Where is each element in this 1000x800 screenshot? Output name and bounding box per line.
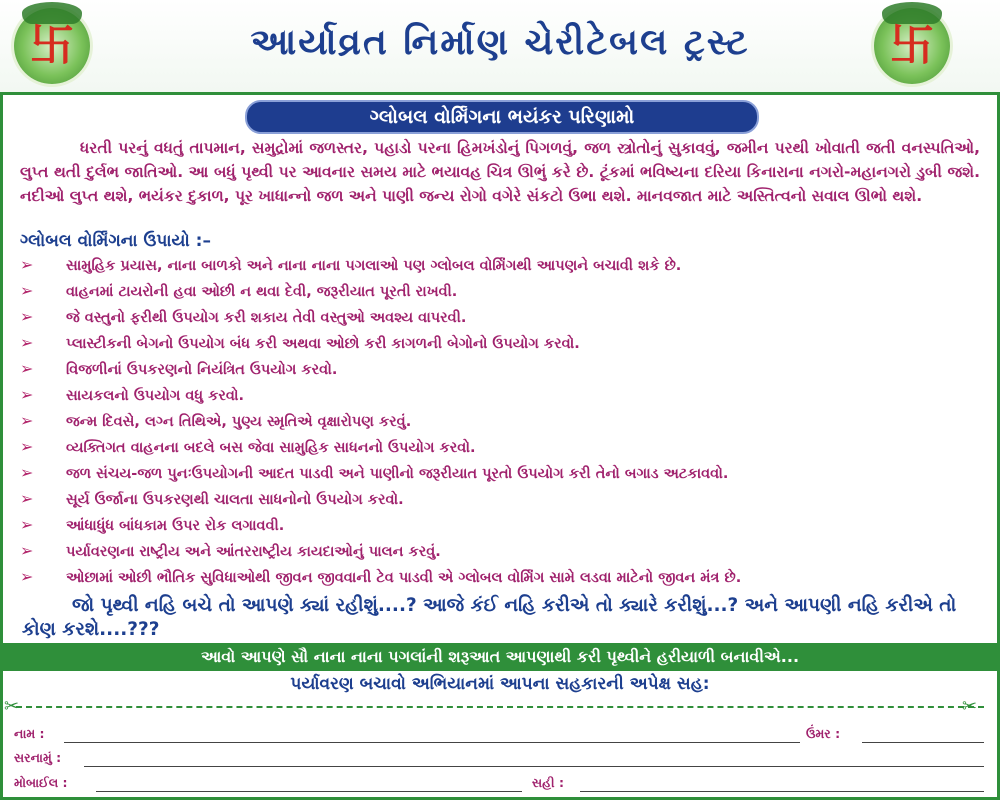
arrow-bullet-icon: ➢	[20, 489, 34, 508]
list-item: ➢ વિજળીનાં ઉપકરણનો નિયંત્રિત ઉપયોગ કરવો.	[20, 356, 985, 382]
list-item: ➢ સામુહિક પ્રયાસ, નાના બાળકો અને નાના નાના પગલાઓ પણ ગ્લોબલ વોર્મિંગથી આપણને બચાવી શકે છે.	[20, 252, 985, 278]
form-appeal-heading: પર્યાવરણ બચાવો અભિયાનમાં આપના સહકારની અપેક્ષ સહ:	[290, 674, 710, 694]
swastik-icon: 卐	[890, 20, 934, 71]
signature-label: સહી :	[532, 775, 564, 790]
remedies-heading: ગ્લોબલ વોર્મિંગના ઉપાયો :–	[20, 231, 211, 251]
section-banner: ગ્લોબલ વોર્મિંગના ભયંકર પરિણામો	[245, 100, 759, 134]
trust-logo-left	[14, 8, 90, 84]
list-item: ➢ જળ સંચય-જળ પુનઃઉપયોગની આદત પાડવી અને પાણીનો જરૂરીયાત પૂરતો ઉપયોગ કરી તેનો બગાડ અટકાવવો.	[20, 460, 985, 486]
list-item: ➢ જે વસ્તુનો ફરીથી ઉપયોગ કરી શકાય તેવી વસ્તુઓ અવશ્ય વાપરવી.	[20, 304, 985, 330]
arrow-bullet-icon: ➢	[20, 437, 34, 456]
list-item: ➢ વ્યક્તિગત વાહનના બદલે બસ જેવા સામુહિક સાધનનો ઉપયોગ કરવો.	[20, 434, 985, 460]
slogan-bar: આવો આપણે સૌ નાના નાના પગલાંની શરૂઆત આપણાથી કરી પૃથ્વીને હરીયાળી બનાવીએ...	[0, 643, 1000, 671]
list-item: ➢ આંધાધુંધ બાંધકામ ઉપર રોક લગાવવી.	[20, 512, 985, 538]
age-label: ઉંમર :	[806, 726, 841, 741]
arrow-bullet-icon: ➢	[20, 541, 34, 560]
list-item: ➢ વાહનમાં ટાયરોની હવા ઓછી ન થવા દેવી, જરૂરીયાત પૂરતી રાખવી.	[20, 278, 985, 304]
arrow-bullet-icon: ➢	[20, 463, 34, 482]
scissors-icon: ✂	[962, 696, 978, 717]
arrow-bullet-icon: ➢	[20, 385, 34, 404]
address-label: સરનામું :	[14, 750, 62, 765]
list-item: ➢ જન્મ દિવસે, લગ્ન તિથિએ, પુણ્ય સ્મૃતિએ વૃક્ષારોપણ કરવું.	[20, 408, 985, 434]
list-item: ➢ ઓછામાં ઓછી ભૌતિક સુવિધાઓથી જીવન જીવવાની ટેવ પાડવી એ ગ્લોબલ વોર્મિંગ સામે લડવા માટેનો જીવન મંત્ર છે.	[20, 564, 985, 590]
swastik-icon: 卐	[30, 20, 74, 71]
arrow-bullet-icon: ➢	[20, 281, 34, 300]
mobile-field[interactable]	[96, 791, 522, 792]
arrow-bullet-icon: ➢	[20, 307, 34, 326]
address-field[interactable]	[84, 766, 984, 767]
trust-logo-right	[874, 8, 950, 84]
scissors-icon: ✂	[4, 696, 20, 717]
arrow-bullet-icon: ➢	[20, 567, 34, 586]
name-label: નામ :	[14, 726, 45, 741]
list-item: ➢ પ્લાસ્ટીકની બેગનો ઉપયોગ બંધ કરી અથવા ઓછો કરી કાગળની બેગોનો ઉપયોગ કરવો.	[20, 330, 985, 356]
arrow-bullet-icon: ➢	[20, 333, 34, 352]
list-item: ➢ પર્યાવરણના રાષ્ટ્રીય અને આંતરરાષ્ટ્રીય કાયદાઓનું પાલન કરવું.	[20, 538, 985, 564]
trust-title: આર્યાવ્રત નિર્માણ ચેરીટેબલ ટ્રસ્ટ	[250, 22, 750, 63]
intro-paragraph: ધરતી પરનું વધતું તાપમાન, સમુદ્રોમાં જળસ્તર, પહાડો પરના હિમખંડોનું પિગળવું, જળ સ્ત્રોતોનું સુકાવવું, જમીન પરથી ખોવાતી જતી વનસ્પતિઓ, લુપ્ત થતી દુર્લભ જાતિઓ. આ બધું પૃથ્વી પર આવનાર સમય માટે ભયાવહ ચિત્ર ઊભું કરે છે. ટૂંકમાં ભવિષ્યના દરિયા કિનારાના નગરો-મહાનગરો ડુબી જશે. નદીઓ લુપ્ત થશે, ભયંકર દુકાળ, પૂર ખાધાન્નો જળ અને પાણી જન્ય રોગો વગેરે સંકટો ઉભા થશે. માનવજાત માટે અસ્તિત્વનો સવાલ ઊભો થશે.	[20, 139, 980, 205]
age-field[interactable]	[862, 742, 984, 743]
remedies-list	[20, 252, 985, 590]
header	[0, 0, 1000, 95]
cut-line	[16, 706, 984, 708]
signature-field[interactable]	[580, 791, 984, 792]
arrow-bullet-icon: ➢	[20, 411, 34, 430]
name-field[interactable]	[64, 742, 800, 743]
arrow-bullet-icon: ➢	[20, 515, 34, 534]
closing-question: જો પૃથ્વી નહિ બચે તો આપણે ક્યાં રહીશું....? આજે કંઈ નહિ કરીએ તો ક્યારે કરીશું...? અને આપણી નહિ કરીએ તો કોણ કરશે....???	[22, 595, 957, 640]
mobile-label: મોબાઈલ :	[14, 775, 68, 790]
list-item: ➢ સૂર્ય ઉર્જાના ઉપકરણથી ચાલતા સાધનોનો ઉપયોગ કરવો.	[20, 486, 985, 512]
list-item: ➢ સાયકલનો ઉપયોગ વધુ કરવો.	[20, 382, 985, 408]
arrow-bullet-icon: ➢	[20, 255, 34, 274]
arrow-bullet-icon: ➢	[20, 359, 34, 378]
